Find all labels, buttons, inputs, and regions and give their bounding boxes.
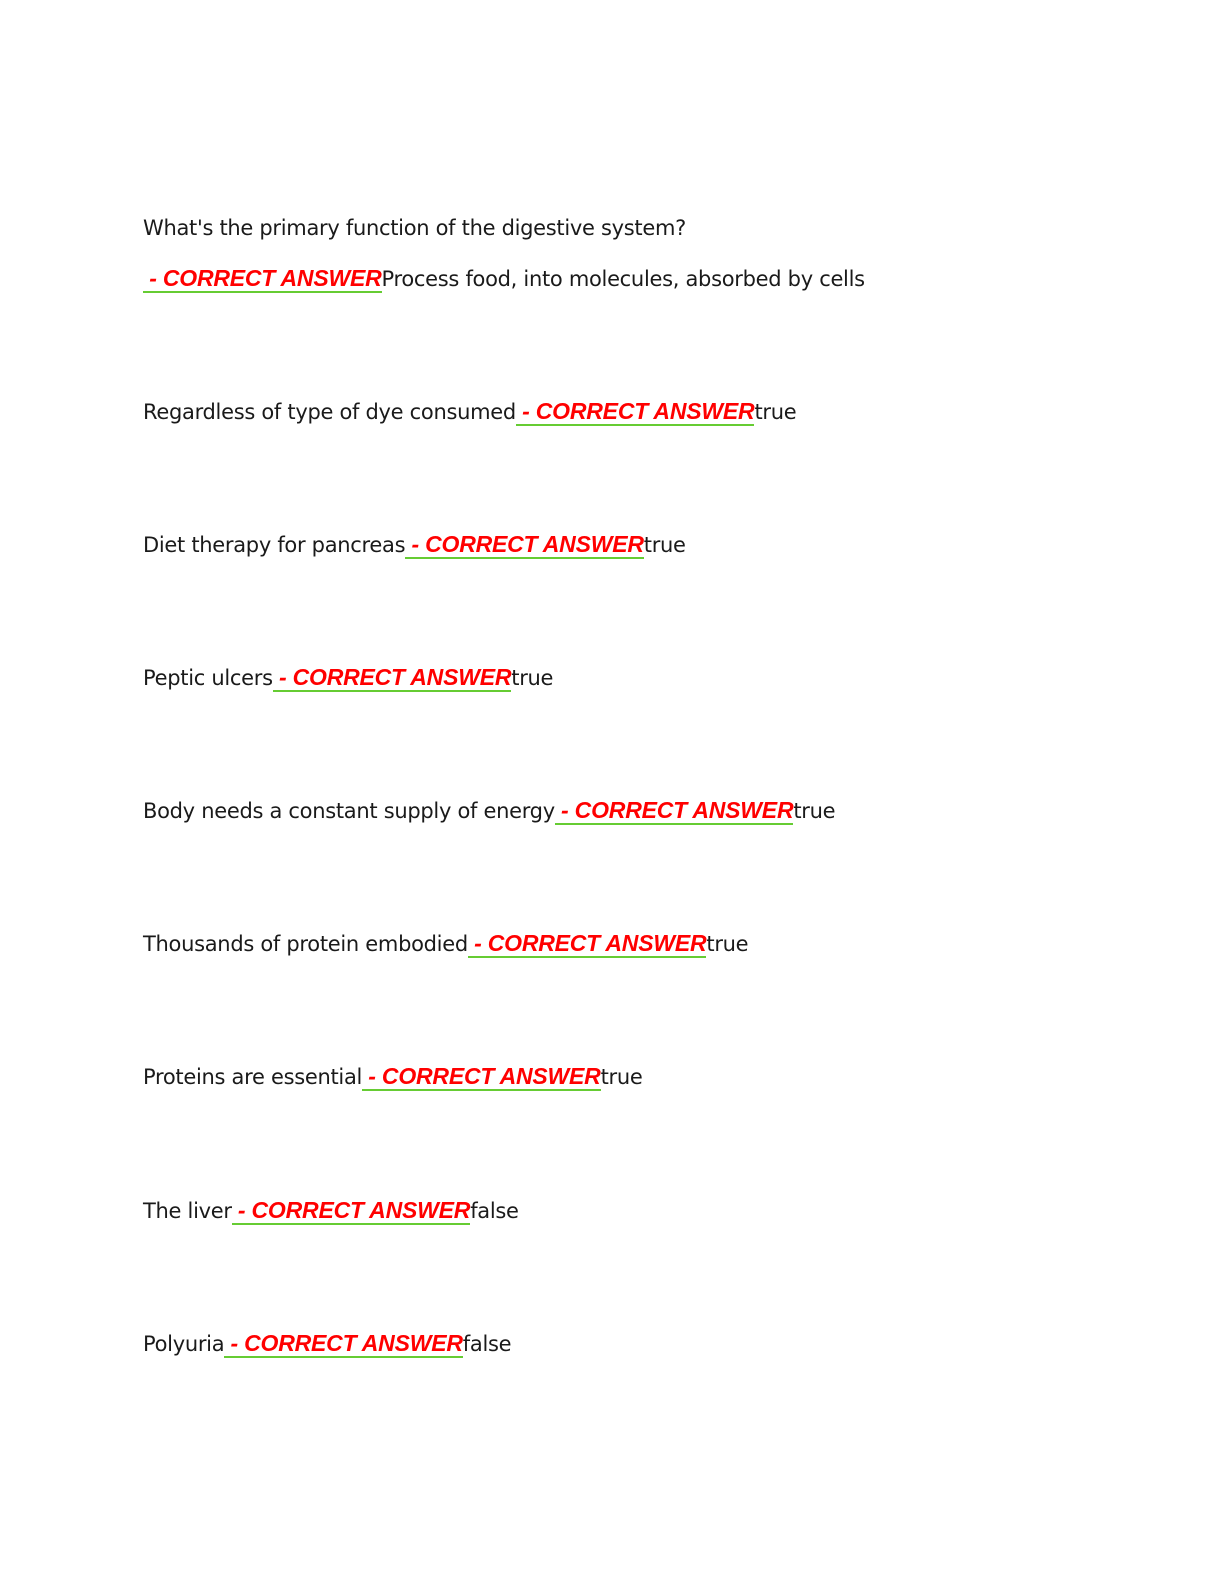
question-text: The liver <box>143 1199 232 1223</box>
question-text: Body needs a constant supply of energy <box>143 799 555 823</box>
question-text: Polyuria <box>143 1332 225 1356</box>
correct-answer-label: - CORRECT ANSWER <box>143 265 382 291</box>
question-text: Thousands of protein embodied <box>143 932 468 956</box>
answer-text: true <box>643 533 686 557</box>
qa-item-9 <box>143 1318 923 1369</box>
qa-item-1 <box>143 203 923 304</box>
qa-item-6 <box>143 918 923 969</box>
qa-item-3 <box>143 519 923 570</box>
answer-text: false <box>462 1332 512 1356</box>
question-text: Regardless of type of dye consumed <box>143 400 516 424</box>
correct-answer-label: - CORRECT ANSWER <box>224 1330 463 1356</box>
answer-text: true <box>793 799 836 823</box>
qa-item-5 <box>143 785 923 836</box>
correct-answer-label: - CORRECT ANSWER <box>231 1197 471 1223</box>
question-text: Peptic ulcers <box>143 666 273 690</box>
answer-text: Process food, into molecules, absorbed by cells <box>381 267 865 291</box>
qa-item-2 <box>143 386 923 437</box>
correct-answer-label: - CORRECT ANSWER <box>554 797 794 823</box>
correct-answer-label: - CORRECT ANSWER <box>362 1063 601 1089</box>
question-text: Proteins are essential <box>143 1065 363 1089</box>
correct-answer-label: - CORRECT ANSWER <box>515 398 755 424</box>
correct-answer-label: - CORRECT ANSWER <box>467 930 707 956</box>
answer-text: true <box>511 666 554 690</box>
answer-text: true <box>754 400 797 424</box>
qa-item-8 <box>143 1185 923 1236</box>
correct-answer-label: - CORRECT ANSWER <box>405 531 644 557</box>
qa-item-7 <box>143 1051 923 1102</box>
correct-answer-label: - CORRECT ANSWER <box>272 664 512 690</box>
answer-text: true <box>706 932 749 956</box>
question-text: What's the primary function of the digestive system? <box>143 216 686 240</box>
answer-text: true <box>600 1065 643 1089</box>
question-text: Diet therapy for pancreas <box>143 533 406 557</box>
answer-text: false <box>470 1199 519 1223</box>
qa-item-4 <box>143 652 923 703</box>
